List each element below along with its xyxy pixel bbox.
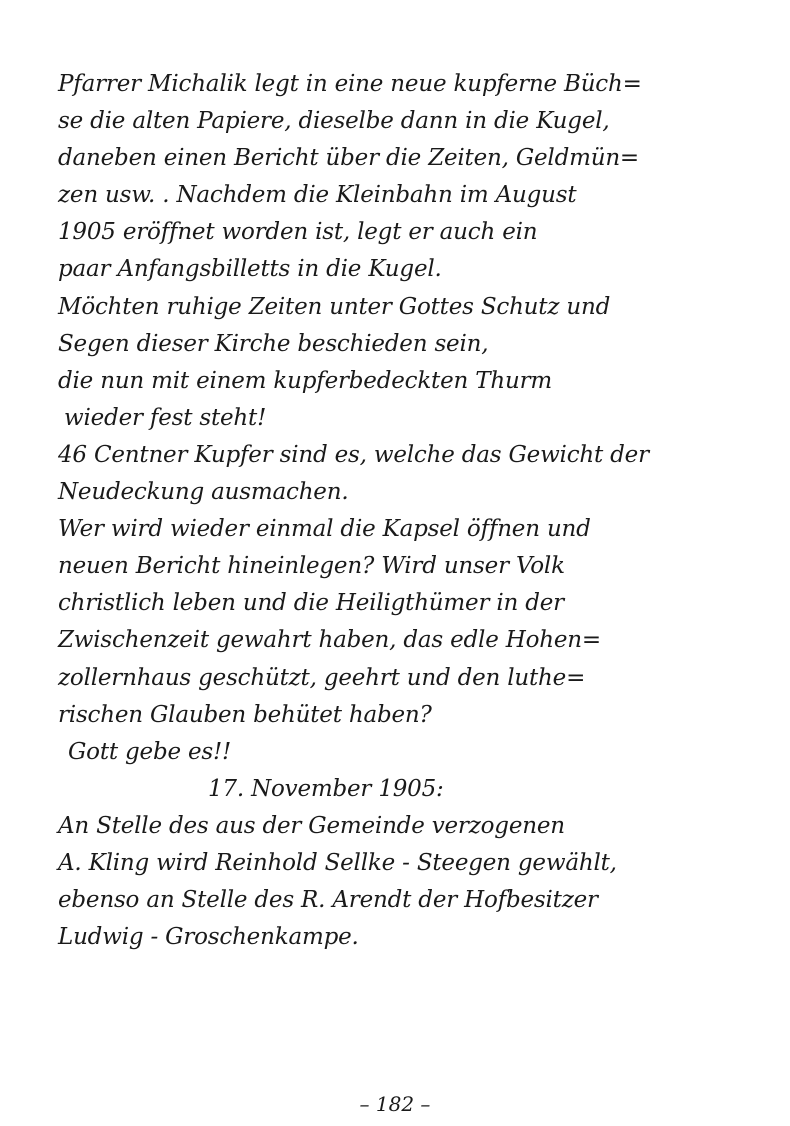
text-line-22: A. Kling wird Reinhold Sellke - Steegen gewählt, (58, 849, 617, 876)
text-line-4: zen usw. . Nachdem die Kleinbahn im August (58, 182, 577, 209)
text-line-15: christlich leben und die Heiligthümer in der (58, 590, 564, 617)
text-line-13: Wer wird wieder einmal die Kapsel öffnen und (58, 516, 591, 543)
text-line-1: Pfarrer Michalik legt in eine neue kupferne Büch= (58, 71, 642, 97)
text-line-19: Gott gebe es!! (68, 738, 232, 765)
date-heading: 17. November 1905: (208, 775, 444, 802)
text-line-16: Zwischenzeit gewahrt haben, das edle Hohen= (58, 627, 601, 654)
text-line-9: die nun mit einem kupferbedeckten Thurm (58, 367, 553, 394)
text-line-23: ebenso an Stelle des R. Arendt der Hofbesitzer (58, 887, 598, 914)
text-line-18: rischen Glauben behütet haben? (58, 701, 432, 728)
text-line-11: 46 Centner Kupfer sind es, welche das Gewicht der (58, 441, 649, 468)
text-line-7: Möchten ruhige Zeiten unter Gottes Schutz und (58, 293, 611, 320)
text-line-10: wieder fest steht! (64, 404, 267, 431)
text-line-21: An Stelle des aus der Gemeinde verzogenen (58, 812, 565, 839)
text-line-2: se die alten Papiere, dieselbe dann in die Kugel, (58, 108, 610, 135)
text-line-12: Neudeckung ausmachen. (58, 479, 349, 506)
text-line-8: Segen dieser Kirche beschieden sein, (58, 330, 489, 357)
page-number: – 182 – (359, 1092, 431, 1116)
text-line-24: Ludwig - Groschenkampe. (58, 924, 359, 951)
handwritten-text-block (58, 66, 770, 956)
text-line-17: zollernhaus geschützt, geehrt und den luthe= (58, 664, 586, 691)
text-line-6: paar Anfangsbilletts in die Kugel. (58, 256, 442, 283)
text-line-14: neuen Bericht hineinlegen? Wird unser Volk (58, 553, 565, 580)
text-line-3: daneben einen Bericht über die Zeiten, Geldmün= (58, 145, 640, 172)
text-line-5: 1905 eröffnet worden ist, legt er auch ein (58, 219, 538, 246)
